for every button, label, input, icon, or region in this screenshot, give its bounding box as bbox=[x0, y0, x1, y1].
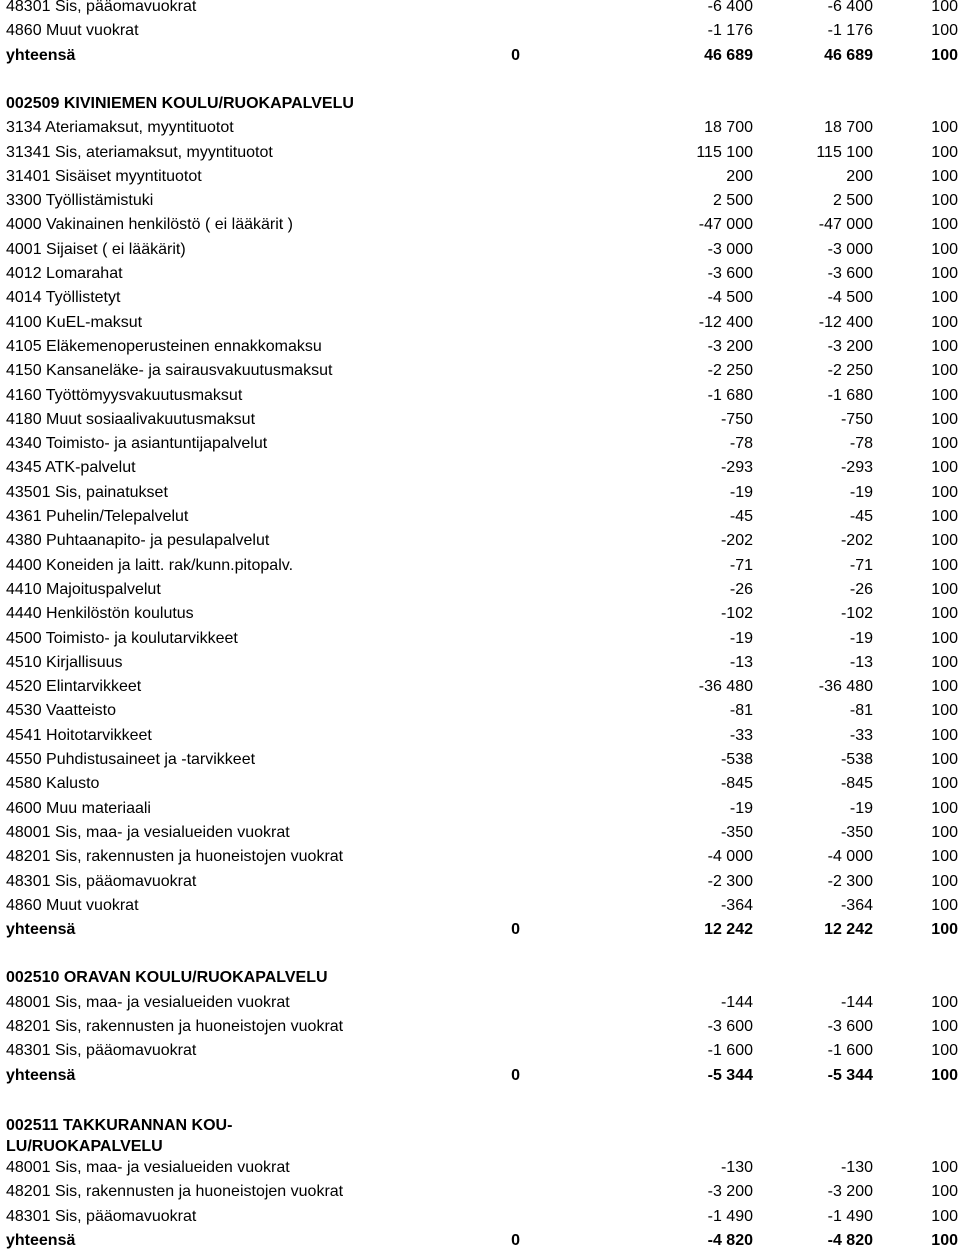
col-d-value: 100 bbox=[931, 775, 958, 793]
col-b-value: -19 bbox=[729, 483, 753, 501]
row-label: 48201 Sis, rakennusten ja huoneistojen vuokrat bbox=[6, 848, 344, 866]
col-d-value: 100 bbox=[931, 896, 958, 914]
col-d-value: 100 bbox=[931, 921, 958, 939]
table-row bbox=[0, 627, 960, 651]
table-row bbox=[0, 0, 960, 19]
col-d-value: 100 bbox=[931, 678, 958, 696]
row-label: 4440 Henkilöstön koulutus bbox=[6, 605, 194, 623]
table-row bbox=[0, 529, 960, 553]
row-label: 4340 Toimisto- ja asiantuntijapalvelut bbox=[6, 435, 268, 453]
col-d-value: 100 bbox=[931, 872, 958, 890]
row-label: 4410 Majoituspalvelut bbox=[6, 580, 161, 598]
row-label: 3300 Työllistämistuki bbox=[6, 192, 154, 210]
col-d-value: 100 bbox=[931, 167, 958, 185]
col-c-value: -2 250 bbox=[827, 362, 873, 380]
table-row bbox=[0, 384, 960, 408]
col-b-value: -71 bbox=[729, 556, 753, 574]
row-label: 48301 Sis, pääomavuokrat bbox=[6, 872, 197, 890]
row-label: 4580 Kalusto bbox=[6, 775, 100, 793]
row-label: 48201 Sis, rakennusten ja huoneistojen vuokrat bbox=[6, 1183, 344, 1201]
col-d-value: 100 bbox=[931, 46, 958, 64]
col-c-value: -2 300 bbox=[827, 872, 873, 890]
row-label: 4180 Muut sosiaalivakuutusmaksut bbox=[6, 410, 256, 428]
table-row bbox=[0, 1039, 960, 1063]
col-d-value: 100 bbox=[931, 0, 958, 15]
col-b-value: -19 bbox=[729, 799, 753, 817]
row-label: 4001 Sijaiset ( ei lääkärit) bbox=[6, 240, 186, 258]
col-d-value: 100 bbox=[931, 119, 958, 137]
col-d-value: 100 bbox=[931, 1066, 958, 1084]
col-b-value: -1 600 bbox=[707, 1042, 753, 1060]
col-b-value: -4 500 bbox=[707, 289, 753, 307]
table-row bbox=[0, 456, 960, 480]
col-b-value: -845 bbox=[720, 775, 753, 793]
col-b-value: -3 200 bbox=[707, 337, 753, 355]
table-row bbox=[0, 1180, 960, 1204]
col-c-value: -202 bbox=[840, 532, 873, 550]
col-d-value: 100 bbox=[931, 1207, 958, 1225]
col-b-value: 115 100 bbox=[696, 143, 753, 161]
col-c-value: -293 bbox=[840, 459, 873, 477]
row-label: 4541 Hoitotarvikkeet bbox=[6, 726, 152, 744]
row-label: yhteensä bbox=[6, 46, 76, 64]
col-c-value: -71 bbox=[849, 556, 873, 574]
row-label: 4550 Puhdistusaineet ja -tarvikkeet bbox=[6, 751, 256, 768]
table-row bbox=[0, 189, 960, 213]
col-b-value: -3 000 bbox=[707, 240, 753, 258]
col-d-value: 100 bbox=[931, 1158, 958, 1176]
col-c-value: -3 600 bbox=[827, 265, 873, 282]
row-label: 4520 Elintarvikkeet bbox=[6, 678, 142, 696]
col-b-value: 12 242 bbox=[704, 921, 753, 939]
table-row bbox=[0, 554, 960, 578]
row-label: yhteensä bbox=[6, 1066, 76, 1084]
col-c-value: -3 600 bbox=[827, 1018, 873, 1035]
section-header bbox=[0, 1112, 960, 1160]
col-d-value: 100 bbox=[931, 265, 958, 282]
table-row bbox=[0, 1156, 960, 1180]
col-c-value: -3 000 bbox=[827, 240, 873, 258]
row-label: 4600 Muu materiaali bbox=[6, 799, 151, 817]
col-b-value: -350 bbox=[720, 823, 753, 841]
col-d-value: 100 bbox=[931, 726, 958, 744]
col-b-value: -538 bbox=[720, 751, 753, 768]
col-d-value: 100 bbox=[931, 799, 958, 817]
col-b-value: -81 bbox=[729, 702, 753, 720]
table-row bbox=[0, 505, 960, 529]
col-c-value: -350 bbox=[840, 823, 873, 841]
col-c-value: 46 689 bbox=[824, 46, 873, 64]
col-c-value: -19 bbox=[849, 483, 873, 501]
col-c-value: -26 bbox=[849, 580, 873, 598]
col-c-value: -130 bbox=[840, 1158, 873, 1176]
table-row bbox=[0, 870, 960, 894]
table-row bbox=[0, 286, 960, 310]
col-b-value: -6 400 bbox=[707, 0, 753, 15]
section-header bbox=[0, 966, 960, 990]
table-row bbox=[0, 894, 960, 918]
col-c-value: -81 bbox=[849, 702, 873, 720]
col-b-value: -1 176 bbox=[707, 22, 753, 40]
table-row bbox=[0, 432, 960, 456]
col-a-value: 0 bbox=[511, 1066, 520, 1084]
table-row bbox=[0, 408, 960, 432]
table-row bbox=[0, 116, 960, 140]
col-b-value: -130 bbox=[720, 1158, 753, 1176]
col-b-value: -12 400 bbox=[698, 313, 753, 331]
col-d-value: 100 bbox=[931, 337, 958, 355]
col-c-value: -19 bbox=[849, 629, 873, 647]
row-label: 4530 Vaatteisto bbox=[6, 702, 117, 720]
row-label: 4105 Eläkemenoperusteinen ennakkomaksu bbox=[6, 337, 322, 355]
row-label: 48001 Sis, maa- ja vesialueiden vuokrat bbox=[6, 993, 290, 1011]
col-d-value: 100 bbox=[931, 435, 958, 453]
col-b-value: -3 600 bbox=[707, 265, 753, 282]
row-label: 48301 Sis, pääomavuokrat bbox=[6, 1042, 197, 1060]
col-b-value: -3 600 bbox=[707, 1018, 753, 1035]
col-d-value: 100 bbox=[931, 993, 958, 1011]
table-row bbox=[0, 481, 960, 505]
col-b-value: -19 bbox=[729, 629, 753, 647]
col-c-value: -33 bbox=[849, 726, 873, 744]
table-row bbox=[0, 19, 960, 43]
total-row bbox=[0, 918, 960, 942]
row-label: 4150 Kansaneläke- ja sairausvakuutusmaksut bbox=[6, 362, 333, 380]
col-b-value: -4 820 bbox=[707, 1231, 753, 1249]
col-d-value: 100 bbox=[931, 1042, 958, 1060]
table-row bbox=[0, 651, 960, 675]
table-row bbox=[0, 141, 960, 165]
col-b-value: 200 bbox=[726, 167, 753, 185]
col-d-value: 100 bbox=[931, 532, 958, 550]
col-d-value: 100 bbox=[931, 1231, 958, 1249]
col-c-value: -102 bbox=[840, 605, 873, 623]
row-label: 48301 Sis, pääomavuokrat bbox=[6, 0, 197, 15]
table-row bbox=[0, 578, 960, 602]
col-d-value: 100 bbox=[931, 362, 958, 380]
col-b-value: -26 bbox=[729, 580, 753, 598]
row-label: 002511 TAKKURANNAN KOU-LU/RUOKAPALVELU bbox=[6, 1116, 233, 1155]
col-c-value: 12 242 bbox=[824, 921, 873, 939]
row-label: 4510 Kirjallisuus bbox=[6, 653, 123, 671]
col-d-value: 100 bbox=[931, 192, 958, 210]
row-label: 4160 Työttömyysvakuutusmaksut bbox=[6, 386, 243, 404]
col-b-value: -1 680 bbox=[707, 386, 753, 404]
row-label: 4100 KuEL-maksut bbox=[6, 313, 143, 331]
table-row bbox=[0, 772, 960, 796]
col-a-value: 0 bbox=[511, 921, 520, 939]
col-b-value: -47 000 bbox=[698, 216, 753, 234]
table-row bbox=[0, 262, 960, 286]
col-c-value: 115 100 bbox=[816, 143, 873, 161]
col-a-value: 0 bbox=[511, 46, 520, 64]
col-b-value: -293 bbox=[720, 459, 753, 477]
row-label: 4860 Muut vuokrat bbox=[6, 896, 139, 914]
col-c-value: -364 bbox=[840, 896, 873, 914]
col-d-value: 100 bbox=[931, 848, 958, 866]
table-row bbox=[0, 165, 960, 189]
col-d-value: 100 bbox=[931, 508, 958, 525]
col-c-value: 200 bbox=[846, 167, 873, 185]
col-d-value: 100 bbox=[931, 22, 958, 40]
row-label: 3134 Ateriamaksut, myyntituotot bbox=[6, 119, 234, 137]
row-label: 4500 Toimisto- ja koulutarvikkeet bbox=[6, 629, 238, 647]
section-header bbox=[0, 92, 960, 116]
row-label: 4380 Puhtaanapito- ja pesulapalvelut bbox=[6, 532, 270, 550]
col-b-value: -2 250 bbox=[707, 362, 753, 380]
table-row bbox=[0, 675, 960, 699]
col-b-value: -5 344 bbox=[707, 1066, 753, 1084]
col-b-value: -45 bbox=[729, 508, 753, 525]
total-row bbox=[0, 1229, 960, 1253]
col-c-value: 18 700 bbox=[824, 119, 873, 137]
col-c-value: -5 344 bbox=[827, 1066, 873, 1084]
col-c-value: -12 400 bbox=[818, 313, 873, 331]
col-c-value: -3 200 bbox=[827, 1183, 873, 1201]
row-label: 4014 Työllistetyt bbox=[6, 289, 121, 307]
table-row bbox=[0, 845, 960, 869]
col-b-value: -4 000 bbox=[707, 848, 753, 866]
col-b-value: -364 bbox=[720, 896, 753, 914]
col-c-value: -1 490 bbox=[827, 1207, 873, 1225]
row-label: 4345 ATK-palvelut bbox=[6, 459, 136, 477]
row-label: 4012 Lomarahat bbox=[6, 265, 123, 282]
table-row bbox=[0, 748, 960, 772]
row-label: 48001 Sis, maa- ja vesialueiden vuokrat bbox=[6, 1158, 290, 1176]
row-label: 4400 Koneiden ja laitt. rak/kunn.pitopalv. bbox=[6, 556, 294, 574]
col-d-value: 100 bbox=[931, 483, 958, 501]
table-row bbox=[0, 311, 960, 335]
row-label: 4000 Vakinainen henkilöstö ( ei lääkärit ) bbox=[6, 216, 293, 234]
row-label: 48001 Sis, maa- ja vesialueiden vuokrat bbox=[6, 823, 290, 841]
table-row bbox=[0, 213, 960, 237]
col-c-value: -1 176 bbox=[827, 22, 873, 40]
col-c-value: -3 200 bbox=[827, 337, 873, 355]
col-d-value: 100 bbox=[931, 313, 958, 331]
table-row bbox=[0, 602, 960, 626]
col-c-value: -4 000 bbox=[827, 848, 873, 866]
table-row bbox=[0, 699, 960, 723]
col-c-value: -47 000 bbox=[818, 216, 873, 234]
col-b-value: 2 500 bbox=[712, 192, 753, 210]
col-c-value: -36 480 bbox=[818, 678, 873, 696]
col-b-value: 46 689 bbox=[704, 46, 753, 64]
row-label: 002510 ORAVAN KOULU/RUOKAPALVELU bbox=[6, 969, 328, 987]
col-d-value: 100 bbox=[931, 289, 958, 307]
col-b-value: -36 480 bbox=[698, 678, 753, 696]
col-d-value: 100 bbox=[931, 1018, 958, 1035]
col-b-value: -144 bbox=[720, 993, 753, 1011]
col-d-value: 100 bbox=[931, 216, 958, 234]
row-label: 48201 Sis, rakennusten ja huoneistojen vuokrat bbox=[6, 1018, 344, 1035]
col-a-value: 0 bbox=[511, 1231, 520, 1249]
col-c-value: -13 bbox=[849, 653, 873, 671]
col-d-value: 100 bbox=[931, 459, 958, 477]
col-d-value: 100 bbox=[931, 580, 958, 598]
row-label: 48301 Sis, pääomavuokrat bbox=[6, 1207, 197, 1225]
col-c-value: -845 bbox=[840, 775, 873, 793]
col-c-value: -6 400 bbox=[827, 0, 873, 15]
total-row bbox=[0, 1064, 960, 1088]
col-b-value: -78 bbox=[729, 435, 753, 453]
row-label: 002509 KIVINIEMEN KOULU/RUOKAPALVELU bbox=[6, 94, 354, 112]
col-d-value: 100 bbox=[931, 386, 958, 404]
row-label: 31401 Sisäiset myyntituotot bbox=[6, 167, 202, 185]
table-row bbox=[0, 724, 960, 748]
table-row bbox=[0, 821, 960, 845]
col-b-value: -750 bbox=[720, 410, 753, 428]
col-c-value: -538 bbox=[840, 751, 873, 768]
row-label: 4860 Muut vuokrat bbox=[6, 22, 139, 40]
col-d-value: 100 bbox=[931, 240, 958, 258]
col-c-value: -45 bbox=[849, 508, 873, 525]
col-d-value: 100 bbox=[931, 556, 958, 574]
table-row bbox=[0, 359, 960, 383]
col-d-value: 100 bbox=[931, 702, 958, 720]
table-row bbox=[0, 991, 960, 1015]
total-row bbox=[0, 44, 960, 68]
col-c-value: 2 500 bbox=[832, 192, 873, 210]
table-row bbox=[0, 238, 960, 262]
col-b-value: -13 bbox=[729, 653, 753, 671]
table-row bbox=[0, 797, 960, 821]
row-label: yhteensä bbox=[6, 1231, 76, 1249]
row-label: yhteensä bbox=[6, 921, 76, 939]
table-row bbox=[0, 335, 960, 359]
col-b-value: 18 700 bbox=[704, 119, 753, 137]
table-row bbox=[0, 1015, 960, 1039]
col-d-value: 100 bbox=[931, 823, 958, 841]
col-c-value: -750 bbox=[840, 410, 873, 428]
table-row bbox=[0, 1205, 960, 1229]
col-d-value: 100 bbox=[931, 605, 958, 623]
col-b-value: -33 bbox=[729, 726, 753, 744]
col-d-value: 100 bbox=[931, 143, 958, 161]
col-d-value: 100 bbox=[931, 629, 958, 647]
row-label: 4361 Puhelin/Telepalvelut bbox=[6, 508, 189, 525]
col-b-value: -102 bbox=[720, 605, 753, 623]
col-d-value: 100 bbox=[931, 410, 958, 428]
col-c-value: -144 bbox=[840, 993, 873, 1011]
col-d-value: 100 bbox=[931, 653, 958, 671]
col-c-value: -19 bbox=[849, 799, 873, 817]
col-b-value: -3 200 bbox=[707, 1183, 753, 1201]
col-c-value: -4 820 bbox=[827, 1231, 873, 1249]
col-b-value: -1 490 bbox=[707, 1207, 753, 1225]
row-label: 31341 Sis, ateriamaksut, myyntituotot bbox=[6, 143, 273, 161]
col-d-value: 100 bbox=[931, 1183, 958, 1201]
col-b-value: -2 300 bbox=[707, 872, 753, 890]
col-c-value: -1 680 bbox=[827, 386, 873, 404]
col-c-value: -78 bbox=[849, 435, 873, 453]
col-c-value: -1 600 bbox=[827, 1042, 873, 1060]
row-label: 43501 Sis, painatukset bbox=[6, 483, 168, 501]
col-b-value: -202 bbox=[720, 532, 753, 550]
col-c-value: -4 500 bbox=[827, 289, 873, 307]
col-d-value: 100 bbox=[931, 751, 958, 768]
